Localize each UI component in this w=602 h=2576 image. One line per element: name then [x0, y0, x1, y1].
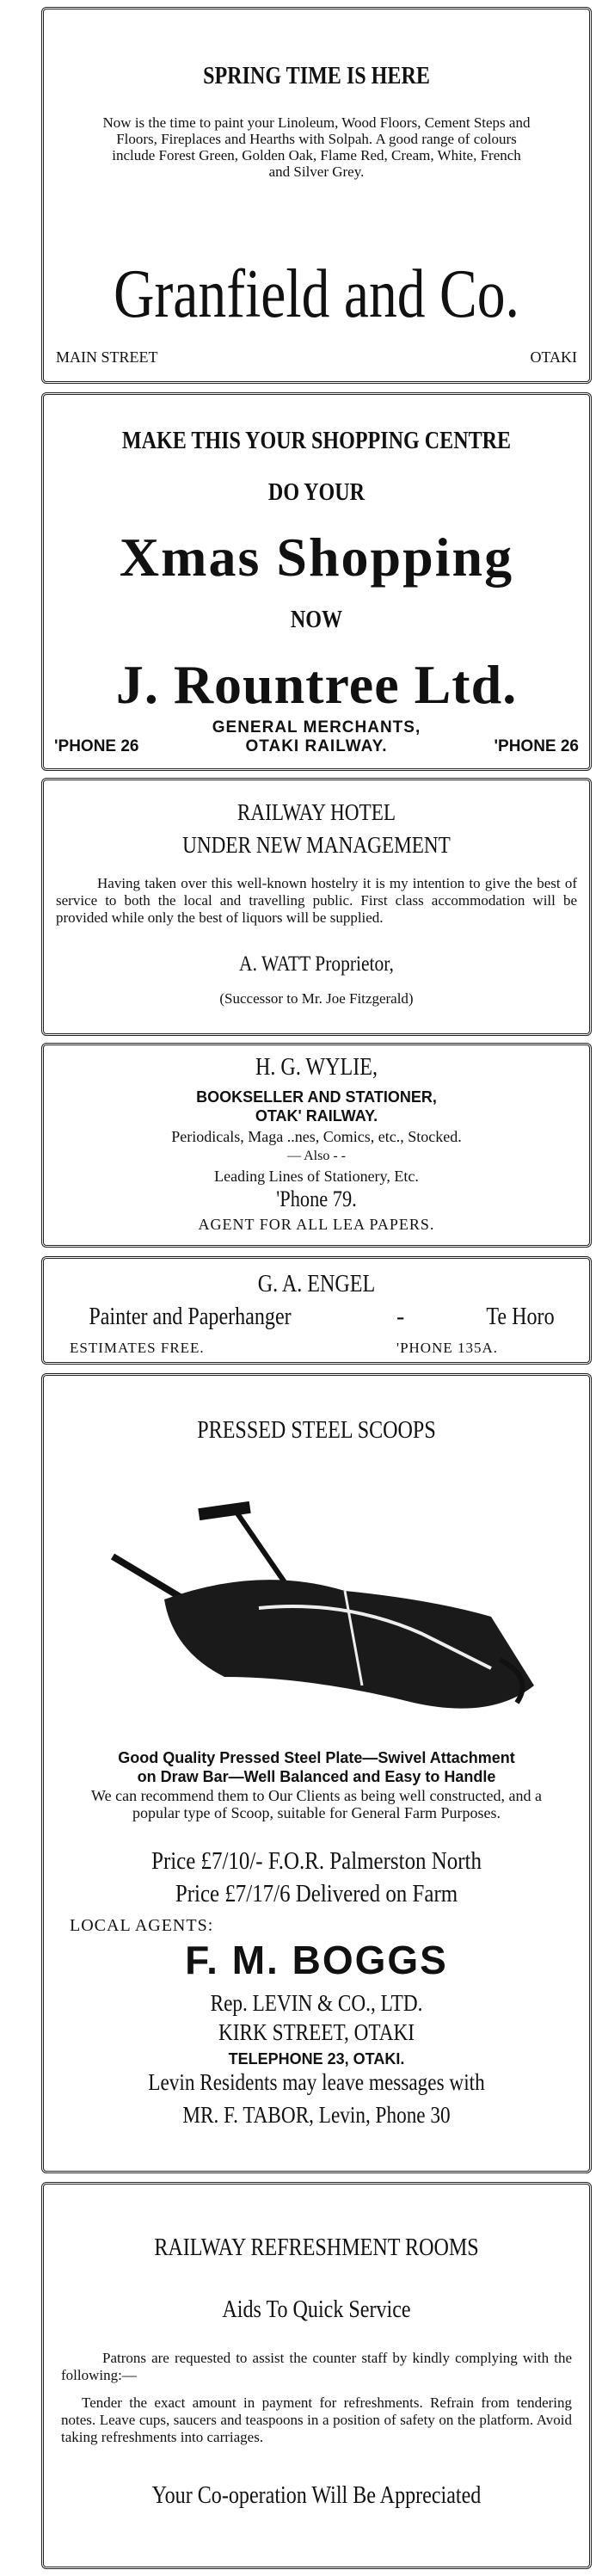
- scoops-rep: Rep. LEVIN & CO., LTD.: [210, 1990, 423, 2016]
- wylie-line5: Leading Lines of Stationery, Etc.: [214, 1168, 419, 1185]
- scoops-price2: Price £7/17/6 Delivered on Farm: [175, 1880, 458, 1907]
- scoops-street: KIRK STREET, OTAKI: [218, 2019, 415, 2045]
- hotel-ad: [41, 778, 592, 1036]
- rountree-phone-right: 'PHONE 26: [494, 737, 579, 755]
- scoop-bar: [237, 1513, 285, 1582]
- hotel-proprietor: A. WATT Proprietor,: [239, 952, 394, 976]
- scoops-telephone: TELEPHONE 23, OTAKI.: [228, 2050, 405, 2068]
- rountree-now: NOW: [290, 607, 343, 633]
- rountree-phone-left: 'PHONE 26: [54, 737, 139, 755]
- scoops-bold1: Good Quality Pressed Steel Plate—Swivel Attachment: [118, 1749, 515, 1766]
- rountree-xmas: Xmas Shopping: [119, 527, 514, 588]
- engel-phone: 'PHONE 135A.: [396, 1340, 499, 1356]
- wylie-ad: [41, 1043, 592, 1248]
- wylie-agent: AGENT FOR ALL LEA PAPERS.: [198, 1216, 435, 1233]
- hotel-body: Having taken over this well-known hostelry it is my intention to give the best of service to both the local and travelling public. First class accommodation will be provided while only the best of liquors will be supplied.: [56, 875, 577, 926]
- engel-ad: [41, 1256, 592, 1365]
- scoop-illustration: [87, 1470, 551, 1746]
- refreshment-sub: Aids To Quick Service: [222, 2296, 411, 2323]
- scoops-levin2: MR. F. TABOR, Levin, Phone 30: [182, 2102, 451, 2128]
- refreshment-body1: Patrons are requested to assist the counter staff by kindly complying with the following:—: [61, 2350, 572, 2383]
- refreshment-heading: RAILWAY REFRESHMENT ROOMS: [154, 2234, 479, 2261]
- rountree-line1: MAKE THIS YOUR SHOPPING CENTRE: [121, 428, 512, 454]
- refreshment-closing: Your Co-operation Will Be Appreciated: [151, 2482, 482, 2509]
- rountree-line2: DO YOUR: [267, 479, 366, 506]
- refreshment-body2: Tender the exact amount in payment for refreshments. Refrain from tendering notes. Leave cups, saucers and teaspoons in a position of safety on the platform. Avoid taking refreshments into carriages.: [61, 2394, 572, 2445]
- scoops-price1: Price £7/10/- F.O.R. Palmerston North: [151, 1847, 482, 1875]
- engel-dash: -: [396, 1303, 405, 1330]
- wylie-line3: Periodicals, Maga ..nes, Comics, etc., Stocked.: [171, 1128, 462, 1145]
- scoop-body: [164, 1580, 534, 1709]
- refreshment-ad: [41, 2182, 592, 2569]
- engel-place: Te Horo: [486, 1303, 555, 1330]
- granfield-left: MAIN STREET: [56, 348, 158, 366]
- scoops-levin1: Levin Residents may leave messages with: [148, 2069, 485, 2095]
- granfield-ad: [41, 7, 592, 384]
- scoops-ad: [41, 1373, 592, 2173]
- wylie-line4: — Also - -: [287, 1149, 346, 1163]
- granfield-right: OTAKI: [530, 348, 577, 366]
- hotel-heading2: UNDER NEW MANAGEMENT: [182, 832, 451, 858]
- rountree-name: J. Rountree Ltd.: [115, 654, 518, 715]
- scoops-body: We can recommend them to Our Clients as being well constructed, and a popular type of Scoop, suitable for General Farm Purposes.: [91, 1787, 542, 1821]
- engel-estimates: ESTIMATES FREE.: [70, 1340, 205, 1356]
- wylie-phone: 'Phone 79.: [276, 1186, 357, 1211]
- granfield-name: Granfield and Co.: [114, 256, 519, 332]
- engel-name: G. A. ENGEL: [257, 1271, 376, 1297]
- scoops-name: F. M. BOGGS: [185, 1938, 448, 1982]
- wylie-line2: OTAK' RAILWAY.: [255, 1107, 378, 1125]
- hotel-heading1: RAILWAY HOTEL: [236, 799, 396, 825]
- scoops-bold2: on Draw Bar—Well Balanced and Easy to Handle: [137, 1768, 496, 1785]
- hotel-successor: (Successor to Mr. Joe Fitzgerald): [219, 990, 414, 1007]
- rountree-center1: GENERAL MERCHANTS,: [212, 718, 421, 736]
- granfield-body: Now is the time to paint your Linoleum, Wood Floors, Cement Steps and Floors, Fireplaces and Hearths with Solpah. A good range of colours include Forest Green, Golden Oak, Flame Red, Cream, White, French and Silver Grey.: [102, 114, 531, 180]
- engel-trade: Painter and Paperhanger: [89, 1303, 292, 1330]
- scoops-agents: LOCAL AGENTS:: [70, 1916, 214, 1935]
- wylie-name: H. G. WYLIE,: [255, 1054, 378, 1081]
- granfield-heading: SPRING TIME IS HERE: [203, 63, 430, 89]
- rountree-ad: [41, 392, 592, 771]
- rountree-center2: OTAKI RAILWAY.: [245, 737, 388, 755]
- scoops-heading: PRESSED STEEL SCOOPS: [197, 1417, 436, 1444]
- wylie-line1: BOOKSELLER AND STATIONER,: [196, 1088, 437, 1106]
